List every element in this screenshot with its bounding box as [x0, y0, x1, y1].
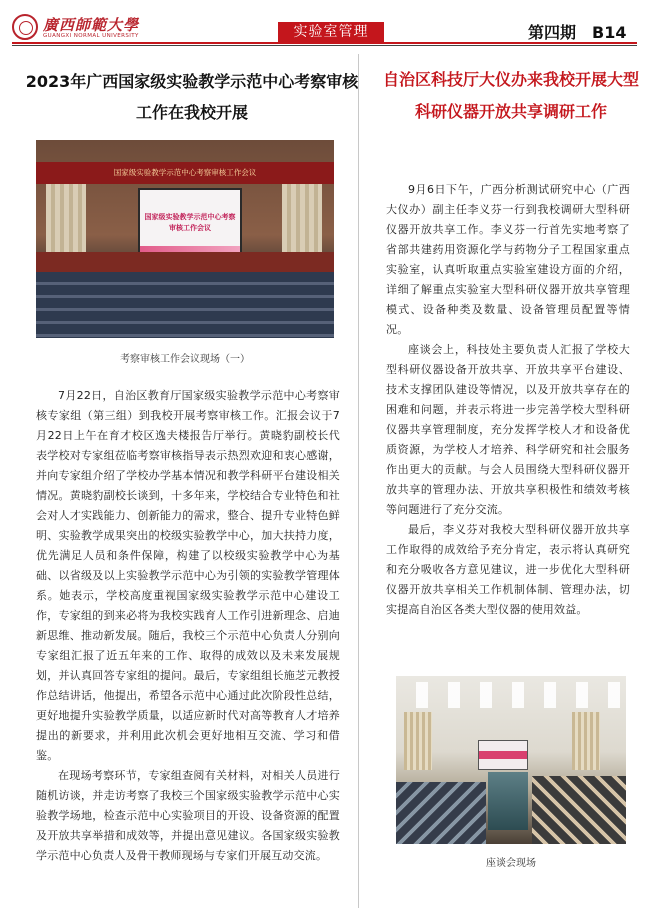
- photo-projection-screen: [478, 740, 528, 770]
- screen-title: 国家级实验教学示范中心考察审核工作会议: [144, 213, 236, 232]
- logo-english-name: GUANGXI NORMAL UNIVERSITY: [43, 33, 139, 39]
- section-tag: 实验室管理: [278, 22, 384, 42]
- header-rule-dark: [12, 45, 637, 46]
- right-article-title: 自治区科技厅大仪办来我校开展大型科研仪器开放共享调研工作: [382, 70, 639, 121]
- left-article-title: 2023年广西国家级实验教学示范中心考察审核工作在我校开展: [25, 72, 359, 122]
- photo-stage-table: [36, 252, 334, 272]
- right-article-body: [386, 180, 630, 620]
- left-article-body: [36, 386, 340, 866]
- header-rule-red: [12, 42, 637, 44]
- university-logo: [12, 14, 140, 42]
- photo-attendees-left: [396, 782, 486, 844]
- right-paragraph: 最后，李义芬对我校大型科研仪器开放共享工作取得的成效给予充分肯定，表示将认真研究和充分吸收各方意见建议，进一步优化大型科研仪器开放共享相关工作机制体制、管理办法，切实提高自治区各类大型仪器的使用效益。: [386, 523, 630, 616]
- photo-attendees-right: [532, 776, 626, 844]
- meeting-photo: [36, 140, 334, 338]
- right-paragraph: 座谈会上，科技处主要负责人汇报了学校大型科研仪器设备开放共享、开放共享平台建设、技术支撑团队建设等情况，以及开放共享存在的困难和问题，并表示将进一步完善学校大型科研仪器共享管理制度，充分发挥学校人才和设备优质资源，为学校人才培养、科学研究和社会服务作出更大的贡献。与会人员围绕大型科研仪器开放共享的管理办法、开放共享积极性和绩效考核等问题进行了充分交流。: [386, 343, 630, 516]
- logo-chinese-name: 廣西師範大學: [43, 16, 140, 34]
- left-photo-caption: 考察审核工作会议现场（一）: [120, 354, 250, 365]
- column-divider: [358, 54, 359, 908]
- right-photo-caption: 座谈会现场: [486, 858, 536, 869]
- university-seal-icon: [12, 14, 38, 40]
- screen-band: [479, 751, 527, 759]
- photo-projection-screen: [138, 188, 242, 260]
- left-paragraph: 7月22日，自治区教育厅国家级实验教学示范中心考察审核专家组（第三组）到我校开展考察审核工作。汇报会议于7月22日上午在育才校区逸夫楼报告厅举行。黄晓豹副校长代表学校对专家组莅临考察审核指导表示热烈欢迎和衷心感谢，并向专家组介绍了学校办学基本情况和教学科研平台建设相关情况。黄晓豹副校长谈到，十多年来，学校结合专业特色和社会对人才实践能力、创新能力的需求，整合、提升专业特色鲜明、实验教学成果突出的校级实验教学中心，加大扶持力度，优先满足人员和条件保障，构建了以校级实验教学中心为基础、以省级及以上实验教学示范中心为引领的实验教学管理体系。她表示，学校高度重视国家级实验教学示范中心建设工作，专家组的到来必将为我校实践育人工作引进新理念、启迪新思维、推动新发展。随后，我校三个示范中心负责人分别向专家组汇报了近五年来的工作、取得的成效以及未来发展规划，并认真回答专家组的提问。最后，专家组组长施芝元教授作总结讲话，他提出，希望各示范中心通过此次阶段性总结，更好地提升实验教学质量，以适应新时代对高等教育人才培养提出的新要求，并利用此次机会更好地相互交流、学习和借鉴。: [36, 389, 340, 762]
- photo-ceiling-lights: [396, 682, 626, 708]
- photo-audience: [36, 272, 334, 338]
- photo-window-right: [572, 712, 600, 770]
- issue-number: 第四期 B14: [528, 23, 627, 42]
- symposium-photo: [396, 676, 626, 844]
- left-paragraph: 在现场考察环节，专家组查阅有关材料，对相关人员进行随机访谈，并走访考察了我校三个国家级实验教学示范中心实验教学场地，检查示范中心实验项目的开设、设备资源的配置及开放共享举措和成效等，并提出意见建议。各国家级实验教学示范中心负责人及骨干教师现场与专家们开展互动交流。: [36, 769, 340, 862]
- photo-window-left: [404, 712, 432, 770]
- right-paragraph: 9月6日下午，广西分析测试研究中心（广西大仪办）副主任李义芬一行到我校调研大型科研仪器开放共享工作。李义芬一行首先实地考察了省部共建药用资源化学与药物分子工程国家重点实验室，认真听取重点实验室建设方面的介绍，详细了解重点实验室大型科研仪器开放共享管理模式、设备种类及数量、设备管理员配置等情况。: [386, 183, 630, 336]
- photo-banner: 国家级实验教学示范中心考察审核工作会议: [36, 162, 334, 184]
- page-header: [0, 0, 649, 50]
- photo-conference-table: [488, 772, 528, 830]
